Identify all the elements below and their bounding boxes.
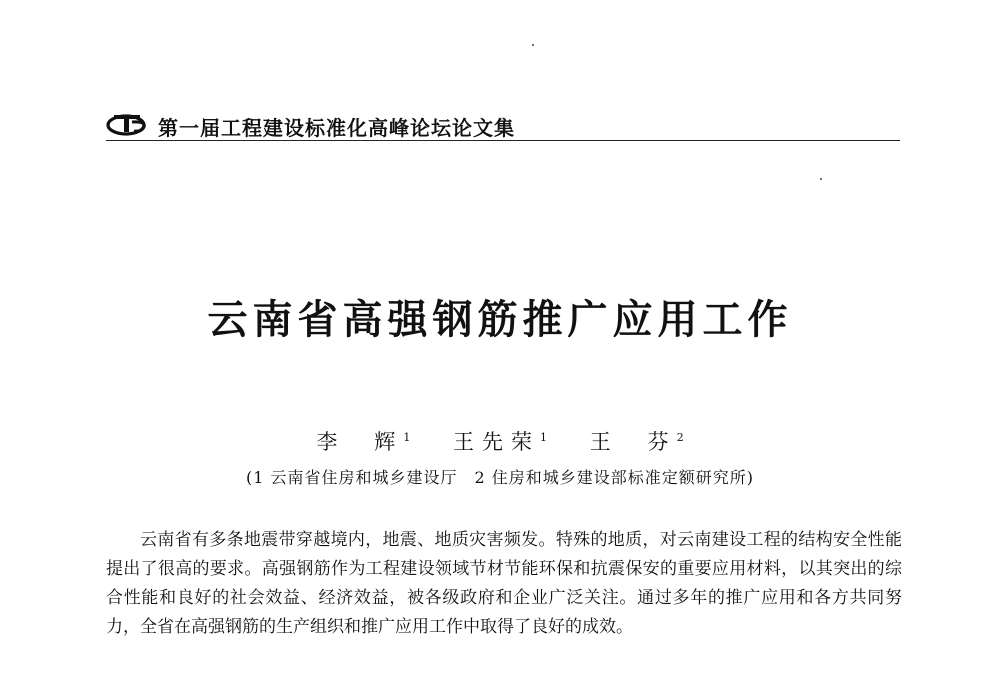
running-header xyxy=(106,106,900,142)
paragraph-text: 云南省有多条地震带穿越境内，地震、地质灾害频发。特殊的地质，对云南建设工程的结构安全性能提出了很高的要求。高强钢筋作为工程建设领域节材节能环保和抗震保安的重要应用材料，以其突出的综合性能和良好的社会效益、经济效益，被各级政府和企业广泛关注。通过多年的推广应用和各方共同努力，全省在高强钢筋的生产组织和推广应用工作中取得了良好的成效。 xyxy=(106,530,902,637)
proceedings-logo-icon xyxy=(106,110,150,136)
author-list xyxy=(0,426,1000,456)
header-divider xyxy=(106,140,900,141)
affiliations: (1 云南省住房和城乡建设厅 2 住房和城乡建设部标准定额研究所) xyxy=(245,468,755,487)
author-1 xyxy=(316,426,410,456)
body-paragraph xyxy=(106,526,902,642)
author-affiliation-mark: 1 xyxy=(403,431,411,444)
scan-speck xyxy=(820,178,822,180)
scan-speck xyxy=(532,44,534,46)
author-3 xyxy=(590,426,684,456)
paper-title: 云南省高强钢筋推广应用工作 xyxy=(207,297,793,343)
author-affiliation-mark: 2 xyxy=(676,431,684,444)
proceedings-title: 第一届工程建设标准化高峰论坛论文集 xyxy=(158,116,515,140)
author-name: 王先荣 xyxy=(453,430,540,454)
author-name: 李 辉 xyxy=(316,430,404,454)
author-2 xyxy=(453,426,547,456)
author-affiliation-mark: 1 xyxy=(540,431,547,444)
author-name: 王 芬 xyxy=(589,430,677,454)
